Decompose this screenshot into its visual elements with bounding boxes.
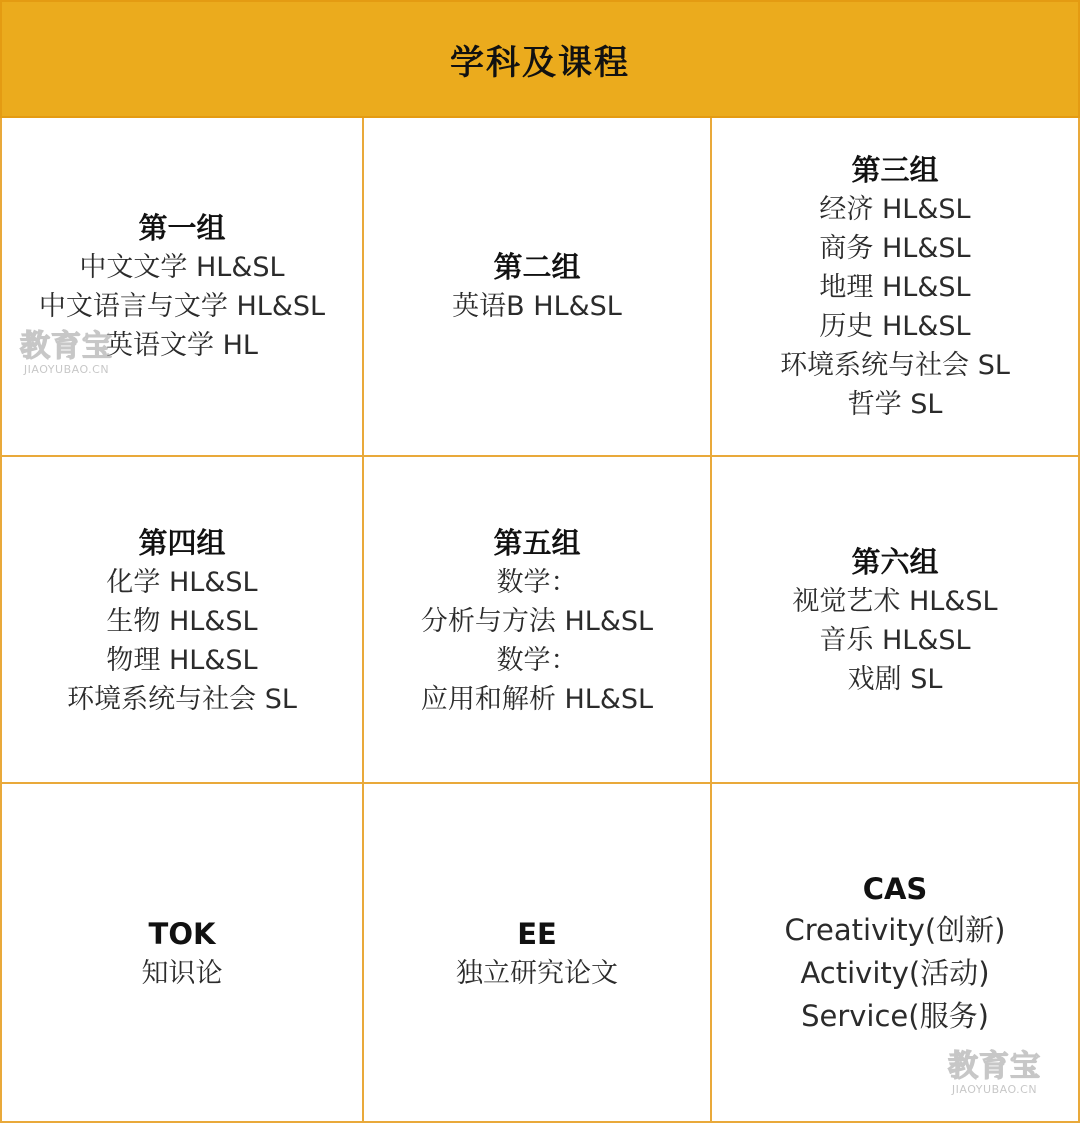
course-item: 经济 HL&SL bbox=[819, 193, 971, 225]
core-cell-ee bbox=[364, 784, 712, 1123]
watermark-text: 教育宝 bbox=[20, 329, 113, 364]
course-item: 环境系统与社会 SL bbox=[67, 683, 297, 715]
group-title: 第二组 bbox=[493, 250, 581, 284]
course-item: 物理 HL&SL bbox=[106, 644, 258, 676]
watermark-domain: JIAOYUBAO.CN bbox=[951, 1083, 1038, 1096]
course-item: 英语B HL&SL bbox=[452, 291, 622, 322]
core-cell-cas bbox=[712, 784, 1078, 1123]
core-cell-tok bbox=[2, 784, 364, 1123]
course-item: 数学： bbox=[496, 566, 578, 598]
grid-row-1 bbox=[2, 118, 1078, 455]
core-title: CAS bbox=[862, 872, 928, 906]
course-item: 知识论 bbox=[141, 958, 223, 989]
course-item: 环境系统与社会 SL bbox=[780, 349, 1010, 381]
group-cell-5 bbox=[364, 457, 712, 784]
subject-grid bbox=[0, 118, 1080, 1123]
grid-row-2 bbox=[2, 455, 1078, 784]
course-item: 地理 HL&SL bbox=[819, 271, 971, 303]
group-cell-2 bbox=[364, 118, 712, 455]
course-item: 独立研究论文 bbox=[456, 958, 618, 989]
page-header bbox=[0, 0, 1080, 118]
course-item: 商务 HL&SL bbox=[819, 232, 971, 264]
course-list bbox=[792, 582, 997, 699]
course-item: 数学： bbox=[496, 644, 578, 676]
course-list bbox=[452, 287, 622, 326]
group-title: 第六组 bbox=[851, 545, 939, 579]
course-list bbox=[67, 563, 297, 719]
course-item: 戏剧 SL bbox=[847, 664, 943, 695]
grid-row-3 bbox=[2, 782, 1078, 1123]
course-item: 生物 HL&SL bbox=[106, 605, 258, 637]
watermark-text: 教育宝 bbox=[948, 1049, 1041, 1084]
course-list bbox=[142, 954, 223, 993]
course-list bbox=[785, 909, 1006, 1038]
course-item: 音乐 HL&SL bbox=[819, 625, 971, 656]
group-title: 第一组 bbox=[138, 211, 226, 245]
course-item: 应用和解析 HL&SL bbox=[420, 683, 654, 715]
course-item: 英语文学 HL bbox=[106, 330, 258, 361]
group-title: 第三组 bbox=[851, 152, 939, 187]
course-item: 分析与方法 HL&SL bbox=[420, 605, 654, 637]
core-title: EE bbox=[517, 917, 557, 951]
course-list bbox=[456, 954, 618, 993]
group-cell-4 bbox=[2, 457, 364, 784]
core-title: TOK bbox=[148, 917, 216, 951]
group-cell-1 bbox=[2, 118, 364, 455]
page-title: 学科及课程 bbox=[450, 42, 630, 83]
course-list bbox=[780, 190, 1010, 424]
course-item: 视觉艺术 HL&SL bbox=[792, 586, 998, 617]
course-item: Activity(活动) bbox=[800, 956, 990, 990]
group-cell-6 bbox=[712, 457, 1078, 784]
course-item: 中文语言与文学 HL&SL bbox=[38, 291, 326, 322]
course-item: 历史 HL&SL bbox=[819, 310, 971, 342]
course-item: Creativity(创新) bbox=[784, 913, 1006, 947]
course-item: 哲学 SL bbox=[847, 388, 943, 420]
group-title: 第五组 bbox=[493, 525, 581, 560]
course-item: 化学 HL&SL bbox=[106, 566, 258, 598]
group-cell-3 bbox=[712, 118, 1078, 455]
course-item: Service(服务) bbox=[801, 999, 989, 1033]
course-list bbox=[421, 563, 653, 719]
watermark-domain: JIAOYUBAO.CN bbox=[23, 363, 110, 376]
group-title: 第四组 bbox=[138, 525, 226, 560]
course-list bbox=[39, 248, 325, 365]
course-item: 中文文学 HL&SL bbox=[79, 252, 285, 283]
